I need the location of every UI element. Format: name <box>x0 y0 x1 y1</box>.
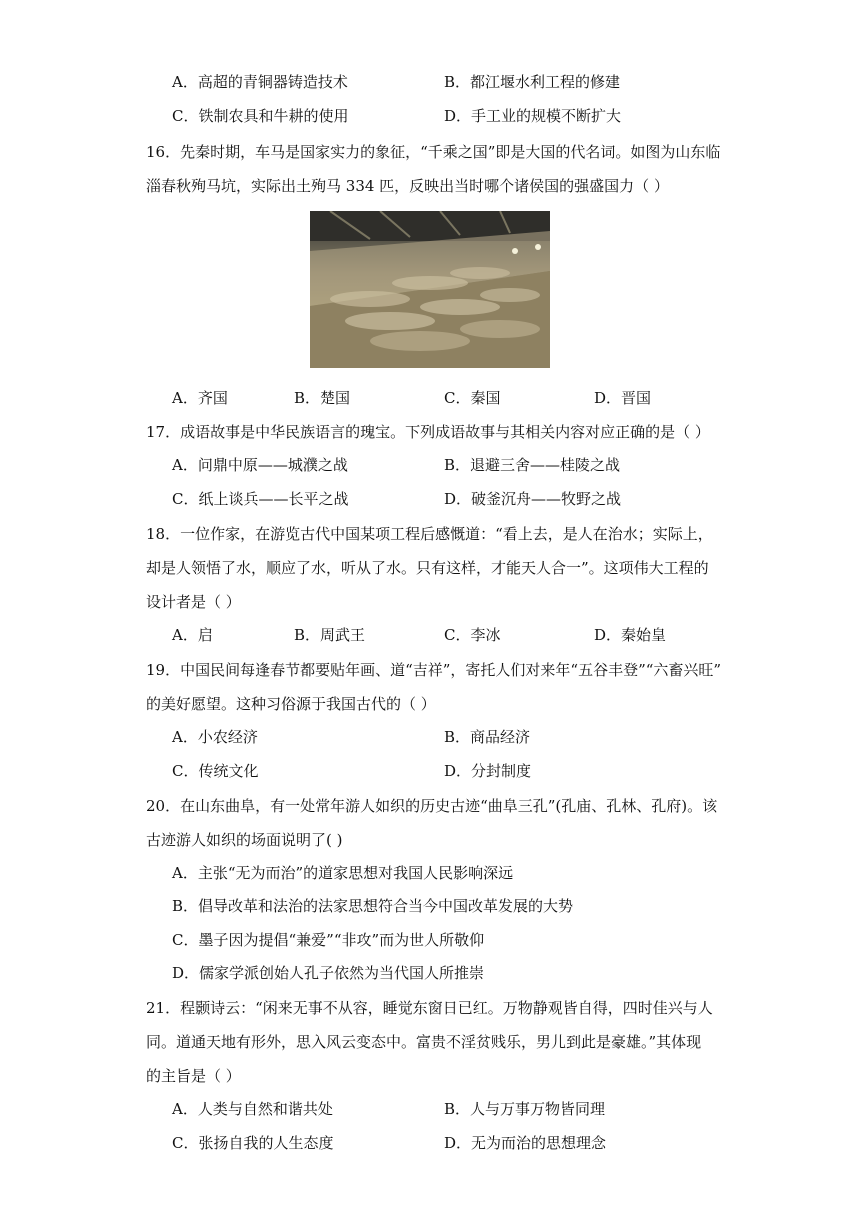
q18-stem-line-1: 18．一位作家，在游览古代中国某项工程后感慨道：“看上去，是人在治水；实际上， <box>146 525 713 543</box>
q21-option-a: A．人类与自然和谐共处 <box>172 1100 333 1118</box>
q18-option-d: D．秦始皇 <box>594 626 667 644</box>
q18-stem-line-2: 却是人领悟了水，顺应了水，听从了水。只有这样，才能天人合一”。这项伟大工程的 <box>146 559 709 577</box>
q19-stem-line-2: 的美好愿望。这种习俗源于我国古代的（ ） <box>146 695 436 713</box>
q16-option-b: B．楚国 <box>294 389 351 407</box>
q21-option-c: C．张扬自我的人生态度 <box>172 1134 334 1152</box>
q21-stem-line-3: 的主旨是（ ） <box>146 1067 241 1085</box>
q20-option-d: D．儒家学派创始人孔子依然为当代国人所推崇 <box>172 964 485 982</box>
q19-option-c: C．传统文化 <box>172 762 259 780</box>
q16-option-c: C．秦国 <box>444 389 501 407</box>
q16-option-d: D．晋国 <box>594 389 652 407</box>
q15-option-a: A．高超的青铜器铸造技术 <box>172 73 348 91</box>
q16-option-a: A．齐国 <box>172 389 228 407</box>
q20-stem-line-2: 古迹游人如织的场面说明了( ) <box>146 831 343 849</box>
q20-stem-line-1: 20．在山东曲阜，有一处常年游人如织的历史古迹“曲阜三孔”(孔庙、孔林、孔府)。该 <box>146 797 718 815</box>
q17-option-a: A．问鼎中原——城濮之战 <box>172 456 348 474</box>
q18-stem-line-3: 设计者是（ ） <box>146 593 241 611</box>
q19-option-a: A．小农经济 <box>172 728 258 746</box>
q19-stem-line-1: 19．中国民间每逢春节都要贴年画、道“吉祥”，寄托人们对来年“五谷丰登”“六畜兴旺” <box>146 661 722 679</box>
q15-option-c: C．铁制农具和牛耕的使用 <box>172 107 349 125</box>
q19-option-d: D．分封制度 <box>444 762 532 780</box>
q16-stem-line-1: 16．先秦时期，车马是国家实力的象征，“千乘之国”即是大国的代名词。如图为山东临 <box>146 143 721 161</box>
q17-option-c: C．纸上谈兵——长平之战 <box>172 490 349 508</box>
q21-stem-line-2: 同。道通天地有形外，思入风云变态中。富贵不淫贫贱乐，男儿到此是豪雄。”其体现 <box>146 1033 702 1051</box>
q20-option-c: C．墨子因为提倡“兼爱”“非攻”而为世人所敬仰 <box>172 931 485 949</box>
q18-option-b: B．周武王 <box>294 626 366 644</box>
q17-stem-line-1: 17．成语故事是中华民族语言的瑰宝。下列成语故事与其相关内容对应正确的是（ ） <box>146 423 710 441</box>
q17-option-b: B．退避三舍——桂陵之战 <box>444 456 621 474</box>
q20-option-b: B．倡导改革和法治的法家思想符合当今中国改革发展的大势 <box>172 897 574 915</box>
horse-pit-photo <box>310 211 550 368</box>
q21-stem-line-1: 21．程颢诗云：“闲来无事不从容，睡觉东窗日已红。万物静观皆自得，四时佳兴与人 <box>146 999 713 1017</box>
q21-option-b: B．人与万事万物皆同理 <box>444 1100 606 1118</box>
horse-pit-illustration <box>310 211 550 368</box>
q15-option-d: D．手工业的规模不断扩大 <box>444 107 622 125</box>
q19-option-b: B．商品经济 <box>444 728 531 746</box>
q21-option-d: D．无为而治的思想理念 <box>444 1134 607 1152</box>
q17-option-d: D．破釜沉舟——牧野之战 <box>444 490 622 508</box>
q15-option-b: B．都江堰水利工程的修建 <box>444 73 621 91</box>
q20-option-a: A．主张“无为而治”的道家思想对我国人民影响深远 <box>172 864 514 882</box>
q18-option-a: A．启 <box>172 626 213 644</box>
q18-option-c: C．李冰 <box>444 626 501 644</box>
q16-stem-line-2: 淄春秋殉马坑，实际出土殉马 334 匹，反映出当时哪个诸侯国的强盛国力（ ） <box>146 177 669 195</box>
